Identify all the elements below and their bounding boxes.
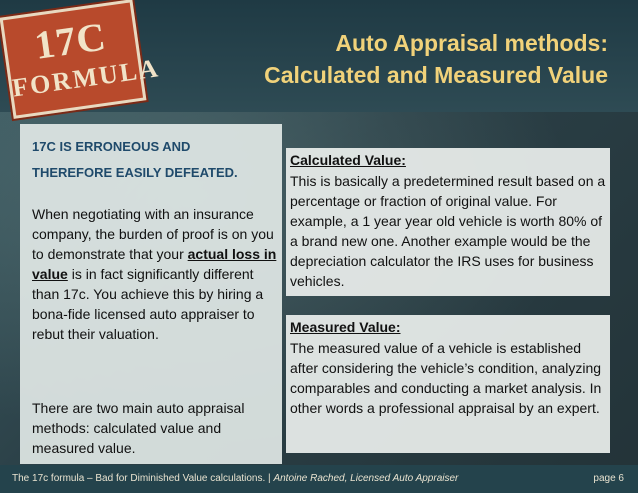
- logo-line1: 17C: [31, 13, 110, 68]
- para1-post: is in fact significantly different than 17c. You achieve this by hiring a bona-fide licensed auto appraiser to rebut their valuation.: [32, 266, 264, 342]
- 17c-formula-logo: [0, 0, 162, 119]
- calculated-value-body: This is basically a predetermined result based on a percentage or fraction of original value. For example, a 1 year year old vehicle is worth 80% of a brand new one. Another example would be the depreciation calculator the IRS uses for business vehicles.: [290, 173, 606, 289]
- measured-value-body: The measured value of a vehicle is established after considering the vehicle’s condition, analyzing comparables and conducting a market analysis. In other words a professional appraisal by an expert.: [290, 340, 602, 416]
- footer-caption: [12, 473, 458, 484]
- page-number: page 6: [593, 473, 624, 484]
- heading-line1: 17C IS ERRONEOUS AND: [32, 139, 191, 154]
- para1-pre: When negotiating with an insurance company, the burden of proof is on you to demonstrate that your: [32, 206, 274, 262]
- footer-author: Antoine Rached, Licensed Auto Appraiser: [273, 473, 459, 484]
- footer-bar: [0, 465, 638, 493]
- footer-main-text: The 17c formula – Bad for Diminished Value calculations. |: [12, 473, 274, 484]
- logo-line2: FORMULA: [10, 53, 162, 103]
- heading-line2: THEREFORE EASILY DEFEATED.: [32, 165, 238, 180]
- header-bar: [0, 0, 638, 112]
- left-panel-paragraph1: [32, 204, 280, 344]
- left-panel-paragraph2: There are two main auto appraisal methods: calculated value and measured value.: [32, 400, 245, 456]
- left-panel-heading: [32, 134, 272, 186]
- page-title-line1: Auto Appraisal methods:: [335, 30, 608, 56]
- calculated-value-box: [286, 148, 610, 296]
- measured-value-box: [286, 315, 610, 453]
- calculated-value-heading: Calculated Value:: [290, 152, 406, 168]
- actual-loss-link[interactable]: actual loss in value: [32, 246, 277, 282]
- measured-value-heading: Measured Value:: [290, 319, 401, 335]
- left-panel: [20, 124, 282, 464]
- page-title-line2: Calculated and Measured Value: [264, 62, 608, 88]
